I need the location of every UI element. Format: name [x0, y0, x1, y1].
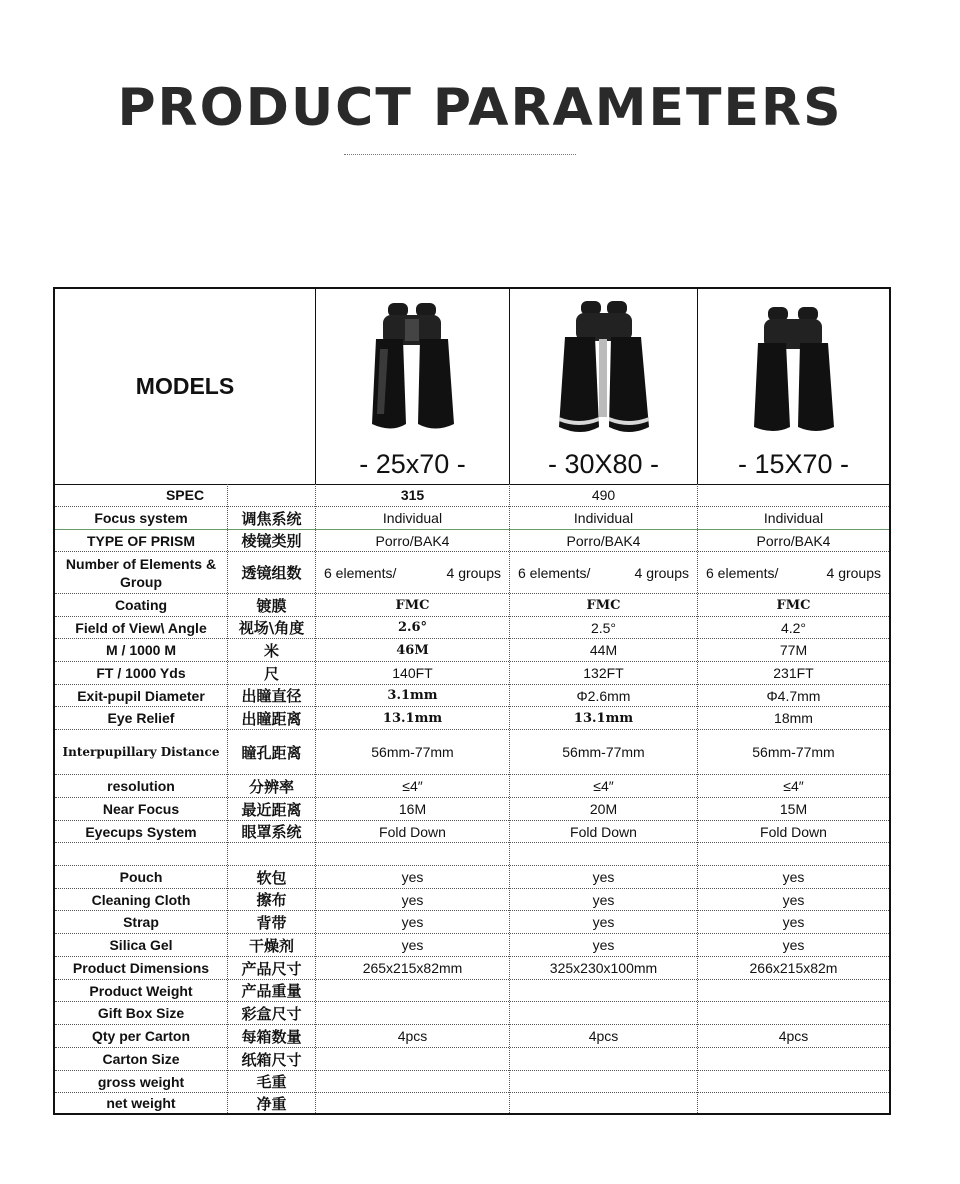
- row-label: Carton Size: [102, 1051, 180, 1067]
- row-label: Coating: [114, 597, 168, 613]
- table-row: [55, 957, 889, 980]
- elements-count: 6 elements/: [518, 564, 591, 581]
- table-row: [55, 617, 889, 639]
- binoculars-image: [549, 299, 659, 439]
- cell-value: FMC: [776, 597, 811, 613]
- cell-value: FMC: [586, 597, 621, 613]
- row-label: Near Focus: [102, 801, 180, 817]
- cell-value: yes: [782, 914, 805, 930]
- table-row: [55, 934, 889, 957]
- cell-value: Individual: [382, 510, 443, 526]
- cell-value: 2.5°: [590, 619, 617, 636]
- spec-table: [53, 287, 891, 1115]
- row-label: TYPE OF PRISM: [86, 532, 196, 549]
- row-label-cn: 瞳孔距离: [241, 743, 302, 762]
- page-title: PRODUCT PARAMETERS: [117, 78, 843, 138]
- row-label: Product Weight: [89, 982, 193, 999]
- cell-value: 20M: [589, 801, 618, 817]
- row-label-cn: 毛重: [256, 1073, 287, 1091]
- cell-value: yes: [401, 937, 424, 953]
- row-label-cn: 调焦系统: [241, 509, 302, 528]
- model-name: - 15X70 -: [737, 449, 850, 479]
- row-label-cn: 软包: [256, 868, 287, 887]
- row-label-cn: 净重: [256, 1094, 287, 1113]
- cell-value: Porro/BAK4: [756, 532, 831, 549]
- table-row: [55, 552, 889, 594]
- cell-value: 4pcs: [397, 1028, 428, 1044]
- cell-value: [698, 1093, 889, 1113]
- cell-value: [698, 552, 889, 593]
- cell-value: yes: [592, 891, 615, 908]
- cell-value: Individual: [763, 510, 824, 526]
- table-row: [55, 1048, 889, 1071]
- table-row: [55, 821, 889, 843]
- table-row-empty: [55, 843, 889, 866]
- cell-value: 231FT: [773, 665, 814, 681]
- cell-value: yes: [592, 937, 615, 953]
- row-label: Gift Box Size: [97, 1005, 185, 1021]
- cell-value: 315: [400, 487, 425, 503]
- model-column-1: [316, 289, 510, 484]
- binoculars-image: [744, 299, 844, 439]
- cell-value: [510, 552, 697, 593]
- cell-value: ≤4″: [402, 778, 423, 794]
- table-row: [55, 662, 889, 685]
- table-row: [55, 685, 889, 707]
- cell-value: 44M: [589, 642, 618, 658]
- cell-value: [316, 1048, 509, 1070]
- cell-value: ≤4″: [783, 778, 804, 794]
- model-column-2: [510, 289, 698, 484]
- cell-value: 77M: [779, 642, 808, 658]
- cell-value: 3.1mm: [387, 688, 438, 703]
- table-row: [55, 594, 889, 617]
- row-label-cn: 出瞳距离: [241, 709, 302, 728]
- row-label: Pouch: [119, 869, 163, 885]
- row-label-cn: 尺: [263, 664, 279, 683]
- cell-value: [698, 1071, 889, 1092]
- row-label: Number of Elements & Group: [65, 555, 217, 590]
- cell-value: Porro/BAK4: [566, 532, 641, 549]
- cell-value: 56mm-77mm: [371, 744, 454, 760]
- cell-value: yes: [401, 869, 424, 885]
- table-row: [55, 980, 889, 1002]
- table-row: [55, 707, 889, 730]
- row-label: resolution: [107, 778, 175, 794]
- cell-value: [316, 1093, 509, 1113]
- table-row: [55, 730, 889, 775]
- cell-value: Individual: [573, 510, 634, 526]
- cell-value: 4pcs: [588, 1028, 619, 1044]
- cell-value: [510, 1048, 697, 1070]
- cell-value: Fold Down: [379, 823, 446, 840]
- row-label-cn: 视场\角度: [238, 619, 305, 637]
- table-row: [55, 798, 889, 821]
- cell-value: 56mm-77mm: [752, 744, 835, 760]
- model-name: - 30X80 -: [547, 449, 660, 479]
- row-label-cn: 产品尺寸: [241, 959, 302, 978]
- table-row-spec: [55, 484, 889, 507]
- groups-count: 4 groups: [826, 564, 881, 581]
- table-row: [55, 866, 889, 889]
- cell-value: [316, 980, 509, 1001]
- row-label-cn: 透镜组数: [241, 564, 302, 582]
- row-label-cn: 棱镜类别: [241, 532, 302, 550]
- row-label: Qty per Carton: [91, 1028, 190, 1044]
- row-label-cn: 纸箱尺寸: [241, 1050, 302, 1069]
- cell-value: [698, 484, 889, 506]
- cell-value: 265x215x82mm: [362, 960, 463, 976]
- cell-value: 15M: [779, 801, 808, 817]
- row-label: Silica Gel: [109, 937, 173, 953]
- cell-value: FMC: [395, 597, 430, 613]
- row-label: gross weight: [97, 1073, 185, 1090]
- row-label-cn: 镀膜: [256, 596, 287, 615]
- models-label: MODELS: [55, 289, 316, 484]
- row-label-cn: 背带: [256, 913, 287, 932]
- row-label-cn: 分辨率: [248, 777, 294, 796]
- cell-value: 13.1mm: [382, 710, 443, 726]
- cell-value: 2.6°: [397, 620, 428, 635]
- cell-value: yes: [782, 937, 805, 953]
- cell-value: 4pcs: [778, 1028, 809, 1044]
- cell-value: 13.1mm: [573, 710, 634, 726]
- row-label-cn: 擦布: [256, 891, 287, 909]
- row-label: Focus system: [94, 510, 188, 526]
- cell-value: 140FT: [392, 665, 433, 681]
- row-label-cn: 彩盒尺寸: [241, 1004, 302, 1023]
- model-column-3: [698, 289, 889, 484]
- groups-count: 4 groups: [634, 564, 689, 581]
- table-row: [55, 1071, 889, 1093]
- row-label: Field of View\ Angle: [75, 619, 207, 636]
- cell-value: [316, 1002, 509, 1024]
- cell-value: [698, 980, 889, 1001]
- cell-value: Fold Down: [570, 823, 637, 840]
- cell-value: Fold Down: [760, 823, 827, 840]
- cell-value: yes: [401, 891, 424, 908]
- row-label-cn: 每箱数量: [241, 1027, 302, 1046]
- cell-value: 56mm-77mm: [562, 744, 645, 760]
- row-label: FT / 1000 Yds: [96, 665, 186, 681]
- row-label-cn: 出瞳直径: [241, 687, 302, 705]
- cell-value: [510, 1093, 697, 1113]
- row-label-cn: 最近距离: [241, 800, 302, 819]
- cell-value: 325x230x100mm: [549, 960, 658, 976]
- cell-value: Φ4.7mm: [766, 687, 821, 704]
- cell-value: [698, 1048, 889, 1070]
- cell-value: 46M: [396, 642, 429, 658]
- row-label: Eye Relief: [107, 710, 175, 726]
- table-row: [55, 507, 889, 530]
- models-header-row: [55, 289, 889, 485]
- row-label: SPEC: [165, 487, 205, 503]
- table-row: [55, 775, 889, 798]
- table-row: [55, 1002, 889, 1025]
- model-name: - 25x70 -: [359, 449, 466, 479]
- binoculars-image: [358, 299, 468, 439]
- cell-value: 16M: [398, 801, 427, 817]
- table-row: [55, 911, 889, 934]
- row-label: Strap: [123, 914, 159, 930]
- elements-count: 6 elements/: [324, 564, 397, 581]
- cell-value: [510, 980, 697, 1001]
- cell-value: yes: [401, 914, 424, 930]
- row-label: Interpupillary Distance: [62, 745, 220, 759]
- cell-value: Φ2.6mm: [576, 687, 631, 704]
- row-label: net weight: [106, 1095, 176, 1111]
- row-label-cn: 眼罩系统: [241, 823, 302, 841]
- cell-value: yes: [782, 891, 805, 908]
- elements-count: 6 elements/: [706, 564, 779, 581]
- groups-count: 4 groups: [446, 564, 501, 581]
- row-label: M / 1000 M: [105, 642, 177, 658]
- cell-value: 18mm: [774, 710, 813, 726]
- row-label: Product Dimensions: [72, 960, 210, 976]
- row-label: Exit-pupil Diameter: [77, 687, 205, 704]
- cell-value: 4.2°: [780, 619, 807, 636]
- cell-value: [698, 1002, 889, 1024]
- table-row: [55, 889, 889, 911]
- row-label-cn: 干燥剂: [248, 936, 294, 955]
- table-row: [55, 1093, 889, 1113]
- cell-value: [510, 1002, 697, 1024]
- row-label: Eyecups System: [85, 823, 197, 840]
- cell-value: [316, 1071, 509, 1092]
- cell-value: 490: [591, 487, 616, 503]
- table-row: [55, 1025, 889, 1048]
- cell-value: [316, 552, 509, 593]
- cell-value: 266x215x82m: [749, 960, 838, 976]
- table-row: [55, 530, 889, 552]
- cell-value: 132FT: [583, 665, 624, 681]
- cell-value: yes: [782, 869, 805, 885]
- cell-value: [510, 1071, 697, 1092]
- cell-value: Porro/BAK4: [375, 532, 450, 549]
- title-divider: [344, 154, 576, 155]
- cell-value: yes: [592, 869, 615, 885]
- cell-value: ≤4″: [593, 778, 614, 794]
- row-label-cn: 米: [263, 641, 279, 660]
- row-label-cn: 产品重量: [241, 982, 302, 1000]
- table-row: [55, 639, 889, 662]
- row-label: Cleaning Cloth: [91, 891, 191, 908]
- cell-value: yes: [592, 914, 615, 930]
